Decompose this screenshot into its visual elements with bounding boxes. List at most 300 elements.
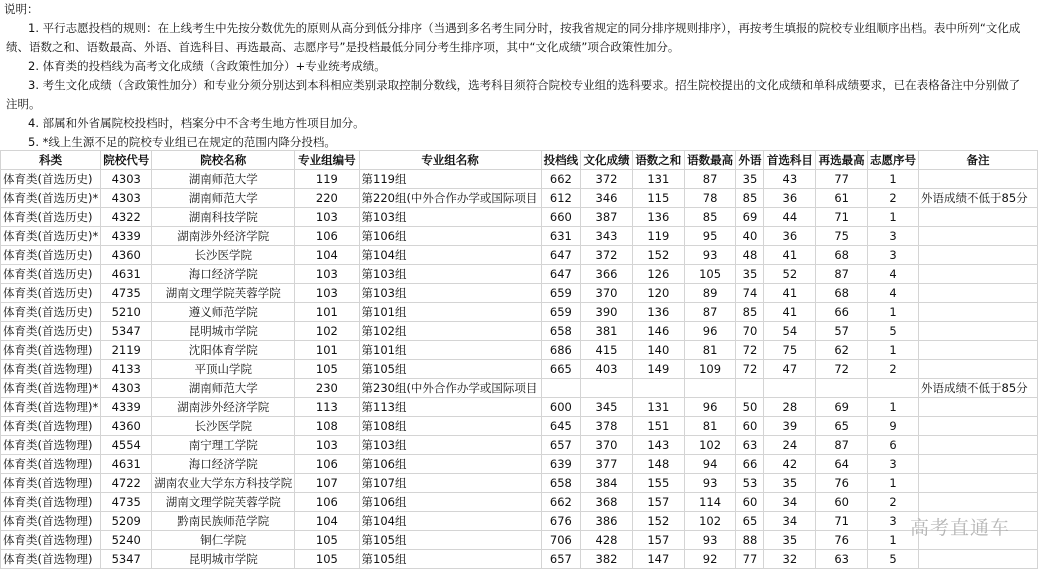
foreign-language-cell: 77 [736,550,764,569]
subject-type-cell: 体育类(首选物理)* [1,379,101,398]
culture-score-cell: 390 [581,303,633,322]
cutoff-cell: 658 [541,474,581,493]
foreign-language-cell: 40 [736,227,764,246]
remarks-cell: 外语成绩不低于85分 [919,189,1038,208]
school-code-cell: 4339 [101,227,152,246]
cutoff-cell: 657 [541,436,581,455]
chinese-math-sum-cell: 126 [632,265,684,284]
subject-type-cell: 体育类(首选历史) [1,265,101,284]
chinese-math-sum-cell: 140 [632,341,684,360]
first-subject-cell: 41 [764,284,816,303]
remarks-cell [919,360,1038,379]
header-reselect-max: 再选最高 [816,151,868,170]
school-code-cell: 4554 [101,436,152,455]
school-code-cell: 5347 [101,322,152,341]
header-chinese-math-max: 语数最高 [684,151,736,170]
notes-section [0,0,1038,152]
reselect-max-cell [816,379,868,398]
culture-score-cell: 370 [581,436,633,455]
reselect-max-cell: 65 [816,417,868,436]
header-choice-order: 志愿序号 [868,151,919,170]
chinese-math-sum-cell: 143 [632,436,684,455]
reselect-max-cell: 61 [816,189,868,208]
remarks-cell [919,322,1038,341]
table-header-row [1,151,1038,170]
table-row [1,189,1038,208]
chinese-math-max-cell: 105 [684,265,736,284]
school-name-cell: 湖南涉外经济学院 [152,227,295,246]
foreign-language-cell: 72 [736,360,764,379]
first-subject-cell: 41 [764,246,816,265]
subject-type-cell: 体育类(首选物理) [1,455,101,474]
group-code-cell: 106 [295,493,359,512]
subject-type-cell: 体育类(首选历史) [1,303,101,322]
group-name-cell: 第105组 [359,360,541,379]
group-code-cell: 104 [295,512,359,531]
school-name-cell: 湖南师范大学 [152,189,295,208]
cutoff-cell: 639 [541,455,581,474]
group-name-cell: 第105组 [359,550,541,569]
culture-score-cell [581,379,633,398]
group-code-cell: 101 [295,303,359,322]
group-name-cell: 第105组 [359,531,541,550]
remarks-cell [919,417,1038,436]
chinese-math-sum-cell: 119 [632,227,684,246]
group-name-cell: 第106组 [359,227,541,246]
first-subject-cell: 47 [764,360,816,379]
choice-order-cell: 4 [868,284,919,303]
culture-score-cell: 415 [581,341,633,360]
reselect-max-cell: 87 [816,436,868,455]
reselect-max-cell: 62 [816,341,868,360]
school-name-cell: 平顶山学院 [152,360,295,379]
chinese-math-sum-cell: 155 [632,474,684,493]
table-row [1,341,1038,360]
table-row [1,227,1038,246]
foreign-language-cell: 48 [736,246,764,265]
first-subject-cell: 39 [764,417,816,436]
note-3: 3. 考生文化成绩（含政策性加分）和专业分须分别达到本科相应类别录取控制分数线，选考科目须符合院校专业组的选科要求。招生院校提出的文化成绩和单科成绩要求，已在表格备注中分别做了注明。 [6,78,1021,111]
header-school-name: 院校名称 [152,151,295,170]
choice-order-cell: 3 [868,455,919,474]
header-group-code: 专业组编号 [295,151,359,170]
chinese-math-max-cell: 96 [684,398,736,417]
school-code-cell: 5347 [101,550,152,569]
chinese-math-sum-cell: 151 [632,417,684,436]
choice-order-cell: 3 [868,227,919,246]
remarks-cell [919,493,1038,512]
school-name-cell: 湖南科技学院 [152,208,295,227]
school-code-cell: 4303 [101,189,152,208]
cutoff-cell: 658 [541,322,581,341]
group-code-cell: 119 [295,170,359,189]
school-name-cell: 长沙医学院 [152,417,295,436]
chinese-math-max-cell: 89 [684,284,736,303]
subject-type-cell: 体育类(首选历史) [1,284,101,303]
chinese-math-max-cell: 87 [684,303,736,322]
remarks-cell [919,398,1038,417]
choice-order-cell: 1 [868,398,919,417]
culture-score-cell: 384 [581,474,633,493]
choice-order-cell: 6 [868,436,919,455]
choice-order-cell: 4 [868,265,919,284]
reselect-max-cell: 60 [816,493,868,512]
choice-order-cell [868,379,919,398]
school-name-cell: 湖南文理学院芙蓉学院 [152,284,295,303]
header-school-code: 院校代号 [101,151,152,170]
subject-type-cell: 体育类(首选物理) [1,417,101,436]
foreign-language-cell: 53 [736,474,764,493]
chinese-math-sum-cell: 148 [632,455,684,474]
culture-score-cell: 372 [581,246,633,265]
group-name-cell: 第107组 [359,474,541,493]
choice-order-cell: 2 [868,493,919,512]
remarks-cell [919,208,1038,227]
note-5: 5. *线上生源不足的院校专业组已在规定的范围内降分投档。 [28,135,336,149]
first-subject-cell [764,379,816,398]
reselect-max-cell: 76 [816,474,868,493]
chinese-math-sum-cell: 120 [632,284,684,303]
choice-order-cell: 2 [868,189,919,208]
choice-order-cell: 1 [868,531,919,550]
culture-score-cell: 386 [581,512,633,531]
subject-type-cell: 体育类(首选物理) [1,360,101,379]
school-name-cell: 铜仁学院 [152,531,295,550]
subject-type-cell: 体育类(首选物理) [1,550,101,569]
table-row [1,208,1038,227]
remarks-cell [919,246,1038,265]
culture-score-cell: 378 [581,417,633,436]
group-name-cell: 第103组 [359,208,541,227]
chinese-math-max-cell: 81 [684,417,736,436]
choice-order-cell: 1 [868,303,919,322]
culture-score-cell: 382 [581,550,633,569]
cutoff-cell: 600 [541,398,581,417]
school-code-cell: 5209 [101,512,152,531]
subject-type-cell: 体育类(首选历史) [1,208,101,227]
chinese-math-sum-cell: 157 [632,493,684,512]
reselect-max-cell: 63 [816,550,868,569]
cutoff-cell: 659 [541,303,581,322]
chinese-math-max-cell: 96 [684,322,736,341]
school-name-cell: 长沙医学院 [152,246,295,265]
cutoff-cell: 659 [541,284,581,303]
table-row [1,512,1038,531]
group-name-cell: 第108组 [359,417,541,436]
group-code-cell: 101 [295,341,359,360]
group-code-cell: 104 [295,246,359,265]
culture-score-cell: 372 [581,170,633,189]
chinese-math-max-cell: 102 [684,512,736,531]
remarks-cell [919,436,1038,455]
reselect-max-cell: 68 [816,284,868,303]
chinese-math-max-cell [684,379,736,398]
foreign-language-cell: 85 [736,303,764,322]
group-name-cell: 第103组 [359,284,541,303]
first-subject-cell: 75 [764,341,816,360]
culture-score-cell: 387 [581,208,633,227]
school-code-cell: 5210 [101,303,152,322]
table-row [1,322,1038,341]
subject-type-cell: 体育类(首选物理) [1,512,101,531]
first-subject-cell: 36 [764,227,816,246]
group-code-cell: 102 [295,322,359,341]
culture-score-cell: 381 [581,322,633,341]
group-name-cell: 第101组 [359,303,541,322]
group-code-cell: 103 [295,265,359,284]
subject-type-cell: 体育类(首选物理) [1,531,101,550]
table-row [1,398,1038,417]
foreign-language-cell: 50 [736,398,764,417]
school-name-cell: 海口经济学院 [152,265,295,284]
table-row [1,493,1038,512]
reselect-max-cell: 77 [816,170,868,189]
subject-type-cell: 体育类(首选物理) [1,341,101,360]
school-code-cell: 4360 [101,417,152,436]
chinese-math-sum-cell: 115 [632,189,684,208]
cutoff-cell: 662 [541,170,581,189]
foreign-language-cell: 85 [736,189,764,208]
first-subject-cell: 43 [764,170,816,189]
chinese-math-sum-cell: 131 [632,170,684,189]
reselect-max-cell: 57 [816,322,868,341]
note-1: 1. 平行志愿投档的规则：在上线考生中先按分数优先的原则从高分到低分排序（当遇到多名考生同分时，按我省规定的同分排序规则排序），再按考生填报的院校专业组顺序出档。表中所列“文化成绩、语数之和、语数最高、外语、首选科目、再选最高、志愿序号”是投档最低分同分考生排序项，其中“文化成绩”项合政策性加分。 [6,21,1021,54]
chinese-math-max-cell: 114 [684,493,736,512]
school-name-cell: 昆明城市学院 [152,322,295,341]
reselect-max-cell: 69 [816,398,868,417]
foreign-language-cell: 74 [736,284,764,303]
group-code-cell: 220 [295,189,359,208]
school-code-cell: 4133 [101,360,152,379]
table-row [1,417,1038,436]
first-subject-cell: 34 [764,512,816,531]
group-name-cell: 第106组 [359,493,541,512]
group-name-cell: 第103组 [359,265,541,284]
reselect-max-cell: 66 [816,303,868,322]
school-code-cell: 4735 [101,284,152,303]
cutoff-cell: 647 [541,265,581,284]
chinese-math-sum-cell: 136 [632,208,684,227]
chinese-math-sum-cell: 136 [632,303,684,322]
group-code-cell: 106 [295,227,359,246]
group-code-cell: 103 [295,208,359,227]
remarks-cell [919,284,1038,303]
foreign-language-cell: 65 [736,512,764,531]
school-code-cell: 4360 [101,246,152,265]
group-code-cell: 103 [295,284,359,303]
foreign-language-cell: 60 [736,417,764,436]
chinese-math-sum-cell: 149 [632,360,684,379]
table-row [1,474,1038,493]
header-subject-type: 科类 [1,151,101,170]
reselect-max-cell: 64 [816,455,868,474]
cutoff-cell: 706 [541,531,581,550]
group-name-cell: 第101组 [359,341,541,360]
subject-type-cell: 体育类(首选历史)* [1,189,101,208]
table-row [1,265,1038,284]
remarks-cell [919,265,1038,284]
group-code-cell: 105 [295,531,359,550]
watermark: 高考直通车 [909,517,1010,539]
chinese-math-max-cell: 95 [684,227,736,246]
group-code-cell: 113 [295,398,359,417]
reselect-max-cell: 72 [816,360,868,379]
school-name-cell: 湖南文理学院芙蓉学院 [152,493,295,512]
reselect-max-cell: 87 [816,265,868,284]
culture-score-cell: 428 [581,531,633,550]
group-code-cell: 230 [295,379,359,398]
first-subject-cell: 34 [764,493,816,512]
chinese-math-max-cell: 102 [684,436,736,455]
school-code-cell: 4735 [101,493,152,512]
group-code-cell: 105 [295,550,359,569]
culture-score-cell: 368 [581,493,633,512]
table-row [1,284,1038,303]
foreign-language-cell: 69 [736,208,764,227]
remarks-cell [919,550,1038,569]
chinese-math-max-cell: 92 [684,550,736,569]
chinese-math-sum-cell: 152 [632,512,684,531]
school-code-cell: 4631 [101,265,152,284]
subject-type-cell: 体育类(首选历史) [1,246,101,265]
school-name-cell: 海口经济学院 [152,455,295,474]
school-name-cell: 湖南师范大学 [152,379,295,398]
chinese-math-max-cell: 93 [684,474,736,493]
subject-type-cell: 体育类(首选物理) [1,436,101,455]
first-subject-cell: 24 [764,436,816,455]
reselect-max-cell: 71 [816,208,868,227]
school-name-cell: 黔南民族师范学院 [152,512,295,531]
foreign-language-cell: 72 [736,341,764,360]
table-row [1,303,1038,322]
subject-type-cell: 体育类(首选历史)* [1,227,101,246]
group-name-cell: 第102组 [359,322,541,341]
first-subject-cell: 32 [764,550,816,569]
chinese-math-max-cell: 78 [684,189,736,208]
group-name-cell: 第104组 [359,246,541,265]
choice-order-cell: 1 [868,474,919,493]
header-first-subject: 首选科目 [764,151,816,170]
school-code-cell: 4303 [101,170,152,189]
remarks-cell [919,341,1038,360]
first-subject-cell: 28 [764,398,816,417]
note-4: 4. 部属和外省属院校投档时，档案分中不含考生地方性项目加分。 [28,116,365,130]
table-row [1,170,1038,189]
school-name-cell: 湖南农业大学东方科技学院 [152,474,295,493]
choice-order-cell: 3 [868,512,919,531]
chinese-math-sum-cell [632,379,684,398]
choice-order-cell: 5 [868,550,919,569]
culture-score-cell: 346 [581,189,633,208]
first-subject-cell: 35 [764,531,816,550]
foreign-language-cell: 70 [736,322,764,341]
header-foreign-language: 外语 [736,151,764,170]
remarks-cell: 外语成绩不低于85分 [919,379,1038,398]
chinese-math-max-cell: 94 [684,455,736,474]
subject-type-cell: 体育类(首选历史) [1,322,101,341]
school-code-cell: 2119 [101,341,152,360]
remarks-cell [919,303,1038,322]
subject-type-cell: 体育类(首选物理) [1,474,101,493]
remarks-cell [919,227,1038,246]
choice-order-cell: 1 [868,170,919,189]
culture-score-cell: 343 [581,227,633,246]
school-code-cell: 4339 [101,398,152,417]
foreign-language-cell: 35 [736,265,764,284]
admission-table [0,150,1038,569]
cutoff-cell: 686 [541,341,581,360]
cutoff-cell [541,379,581,398]
culture-score-cell: 403 [581,360,633,379]
group-code-cell: 107 [295,474,359,493]
remarks-cell [919,170,1038,189]
school-name-cell: 湖南涉外经济学院 [152,398,295,417]
subject-type-cell: 体育类(首选历史) [1,170,101,189]
header-culture-score: 文化成绩 [581,151,633,170]
choice-order-cell: 5 [868,322,919,341]
chinese-math-sum-cell: 147 [632,550,684,569]
chinese-math-max-cell: 93 [684,246,736,265]
choice-order-cell: 1 [868,208,919,227]
table-row [1,531,1038,550]
group-name-cell: 第106组 [359,455,541,474]
culture-score-cell: 370 [581,284,633,303]
first-subject-cell: 42 [764,455,816,474]
cutoff-cell: 647 [541,246,581,265]
cutoff-cell: 645 [541,417,581,436]
reselect-max-cell: 68 [816,246,868,265]
first-subject-cell: 44 [764,208,816,227]
group-code-cell: 106 [295,455,359,474]
table-row [1,550,1038,569]
group-name-cell: 第230组(中外合作办学或国际项目 [359,379,541,398]
cutoff-cell: 676 [541,512,581,531]
foreign-language-cell: 63 [736,436,764,455]
group-code-cell: 103 [295,436,359,455]
group-name-cell: 第220组(中外合作办学或国际项目 [359,189,541,208]
school-name-cell: 昆明城市学院 [152,550,295,569]
chinese-math-max-cell: 93 [684,531,736,550]
subject-type-cell: 体育类(首选物理)* [1,398,101,417]
choice-order-cell: 1 [868,341,919,360]
group-code-cell: 105 [295,360,359,379]
first-subject-cell: 36 [764,189,816,208]
chinese-math-max-cell: 109 [684,360,736,379]
foreign-language-cell: 66 [736,455,764,474]
subject-type-cell: 体育类(首选物理) [1,493,101,512]
culture-score-cell: 377 [581,455,633,474]
group-name-cell: 第104组 [359,512,541,531]
foreign-language-cell: 35 [736,170,764,189]
chinese-math-sum-cell: 131 [632,398,684,417]
choice-order-cell: 2 [868,360,919,379]
school-code-cell: 4722 [101,474,152,493]
remarks-cell [919,455,1038,474]
header-chinese-math-sum: 语数之和 [632,151,684,170]
cutoff-cell: 662 [541,493,581,512]
header-cutoff: 投档线 [541,151,581,170]
culture-score-cell: 345 [581,398,633,417]
school-name-cell: 南宁理工学院 [152,436,295,455]
foreign-language-cell [736,379,764,398]
chinese-math-sum-cell: 146 [632,322,684,341]
school-name-cell: 遵义师范学院 [152,303,295,322]
school-code-cell: 4631 [101,455,152,474]
cutoff-cell: 657 [541,550,581,569]
notes-heading: 说明： [4,2,39,16]
group-name-cell: 第113组 [359,398,541,417]
first-subject-cell: 41 [764,303,816,322]
